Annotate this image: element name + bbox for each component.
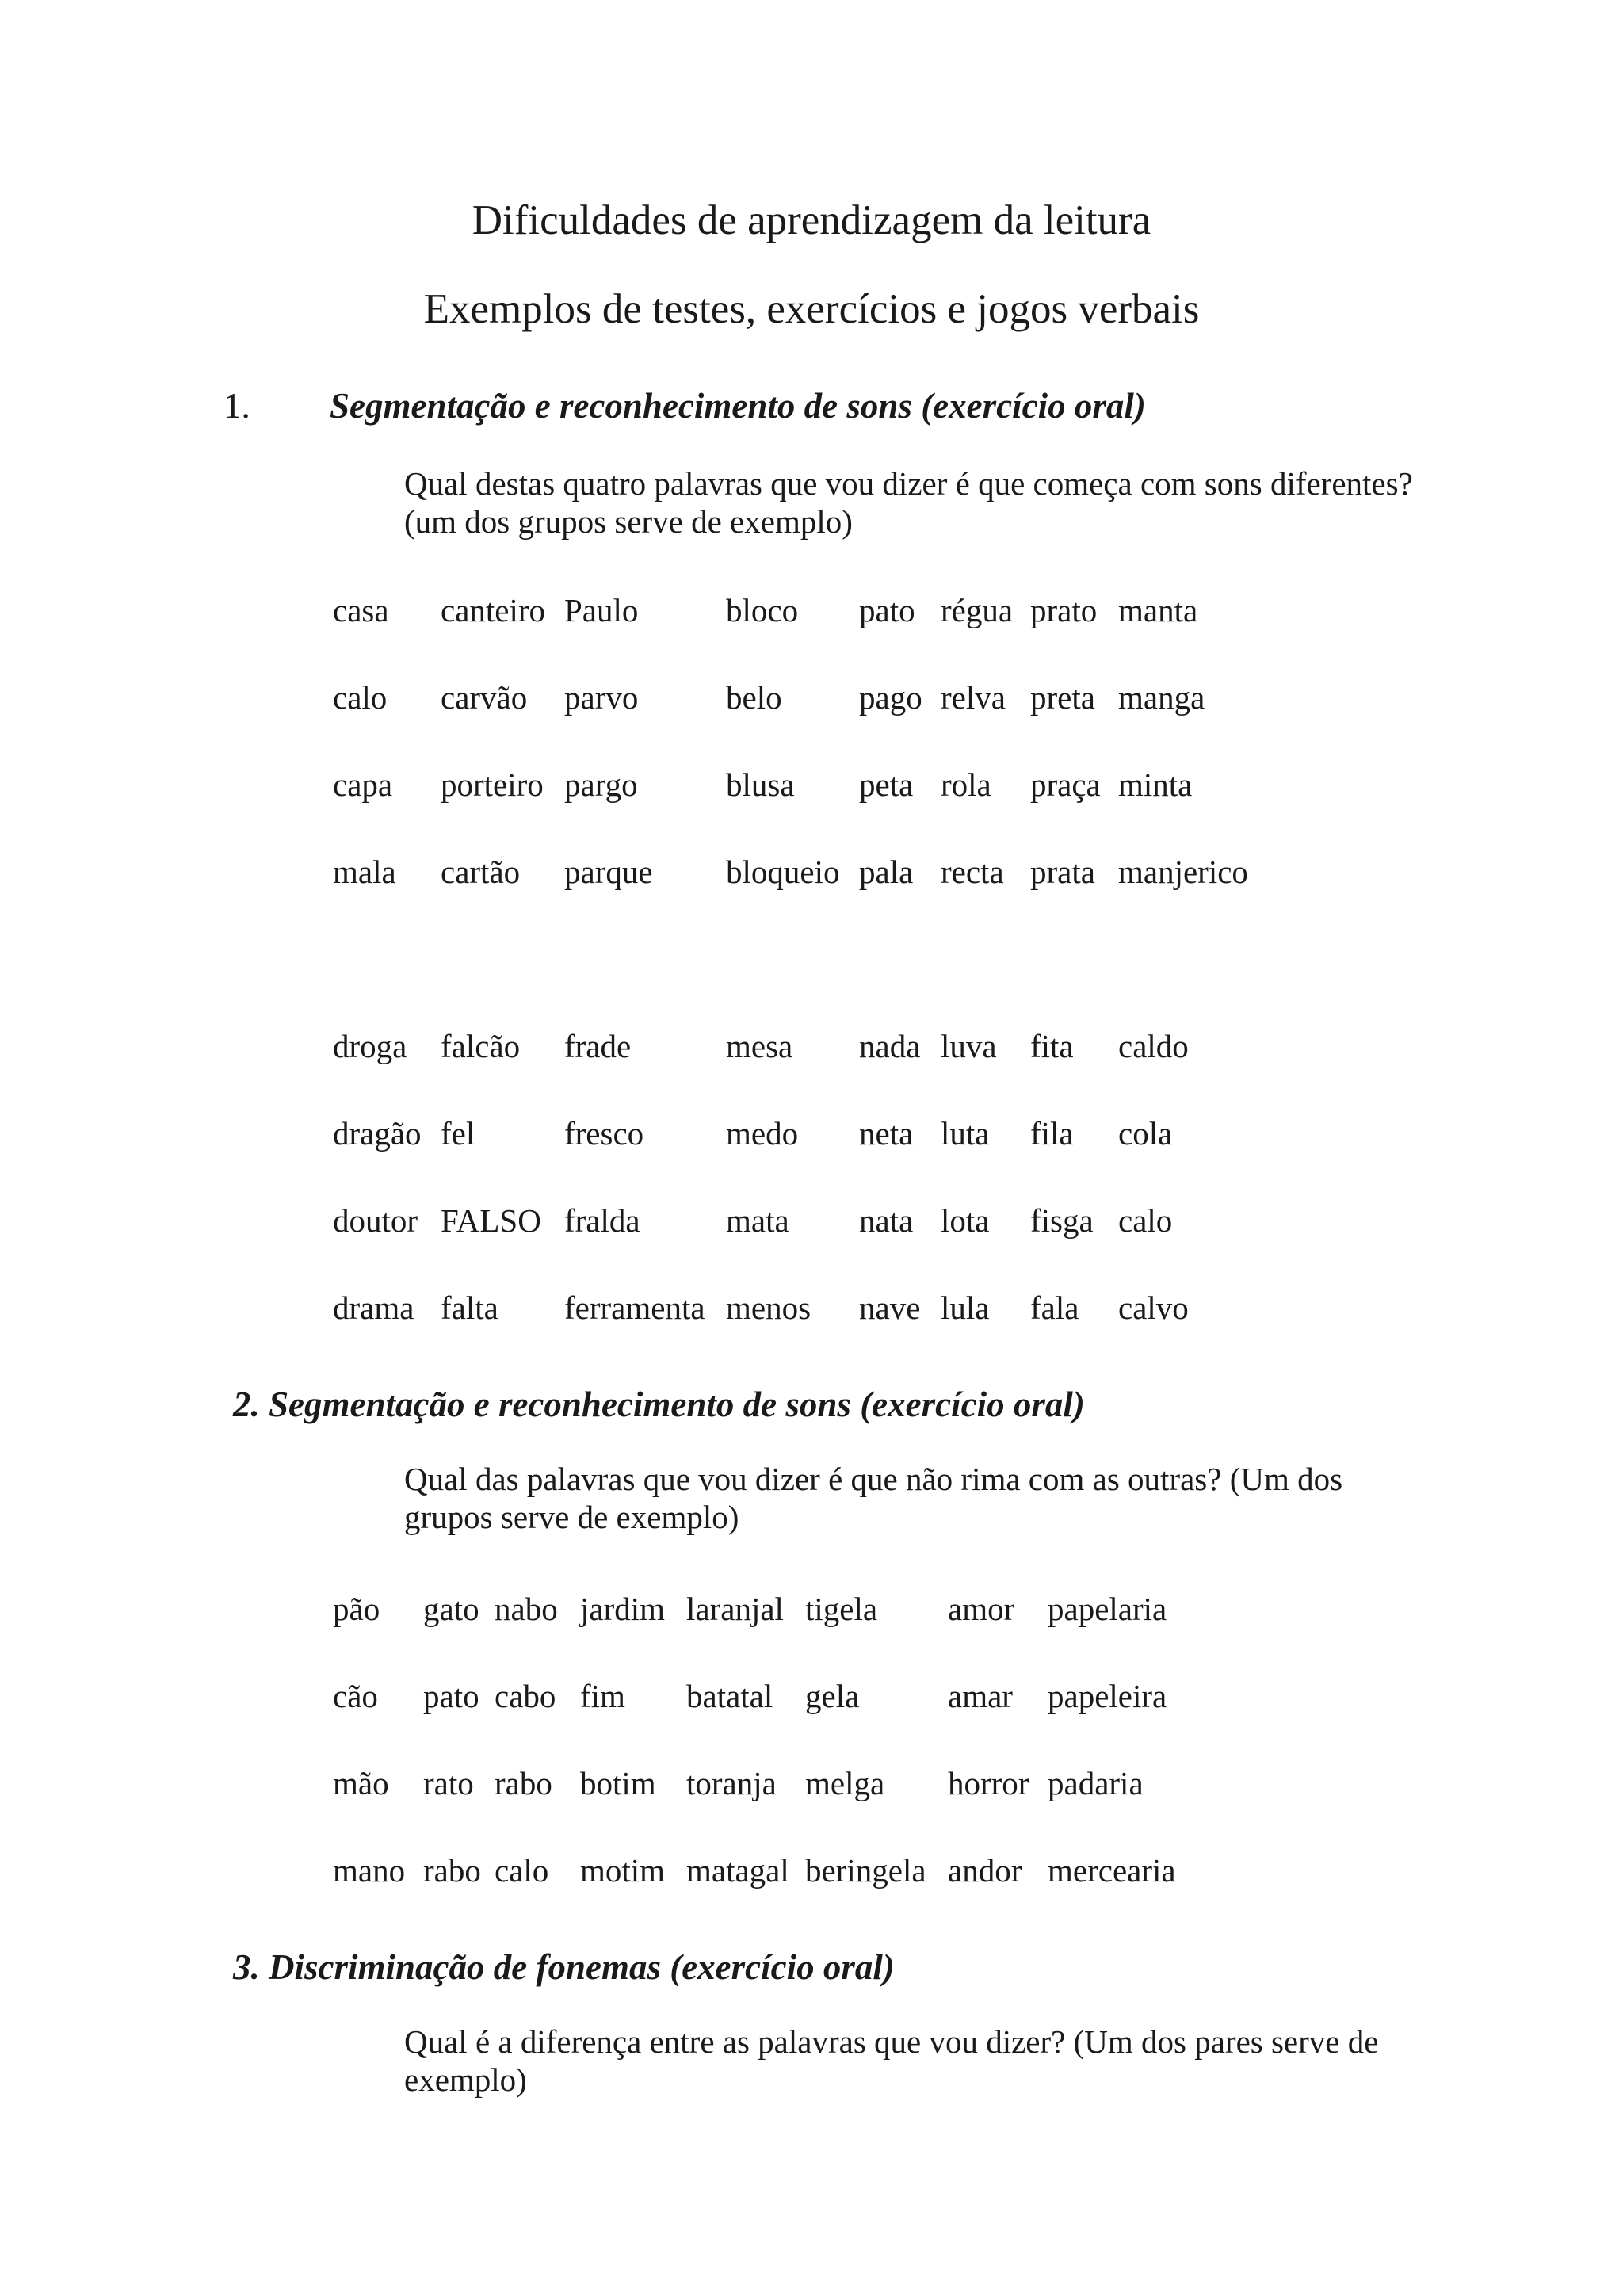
word-cell: cartão (441, 854, 521, 890)
word-cell: lota (941, 1202, 990, 1239)
word-cell: capa (333, 766, 393, 803)
section-1-title: Segmentação e reconhecimento de sons (exercício oral) (330, 386, 1146, 426)
word-cell: horror (948, 1765, 1029, 1801)
word-cell: gela (805, 1678, 860, 1714)
word-cell: manta (1118, 592, 1198, 628)
word-cell: pato (423, 1678, 479, 1714)
word-cell: pão (333, 1591, 380, 1627)
word-cell: falta (441, 1289, 498, 1326)
word-cell: beringela (805, 1852, 926, 1889)
word-cell: pato (859, 592, 915, 628)
word-cell: mão (333, 1765, 389, 1801)
word-cell: recta (941, 854, 1004, 890)
word-cell: toranja (686, 1765, 777, 1801)
word-cell: neta (859, 1115, 914, 1152)
word-cell: luta (941, 1115, 990, 1152)
word-cell: fralda (564, 1202, 640, 1239)
word-cell: lula (941, 1289, 990, 1326)
word-cell: rabo (495, 1765, 552, 1801)
word-cell: ferramenta (564, 1289, 705, 1326)
word-cell: medo (726, 1115, 799, 1152)
word-cell: canteiro (441, 592, 546, 628)
word-cell: pala (859, 854, 914, 890)
word-cell: doutor (333, 1202, 418, 1239)
document-title: Dificuldades de aprendizagem da leitura (472, 197, 1151, 243)
word-cell: cabo (495, 1678, 556, 1714)
word-cell: minta (1118, 766, 1193, 803)
word-cell: calo (333, 679, 388, 716)
word-cell: andor (948, 1852, 1022, 1889)
word-cell: cola (1118, 1115, 1173, 1152)
word-cell: melga (805, 1765, 885, 1801)
word-cell: praça (1030, 766, 1101, 803)
word-cell: fila (1030, 1115, 1074, 1152)
word-cell: porteiro (441, 766, 544, 803)
word-cell: manjerico (1118, 854, 1248, 890)
word-cell: batatal (686, 1678, 773, 1714)
word-cell: cão (333, 1678, 378, 1714)
word-cell: fresco (564, 1115, 644, 1152)
word-cell: rato (423, 1765, 474, 1801)
word-cell: botim (580, 1765, 656, 1801)
word-cell: fita (1030, 1028, 1074, 1064)
section-2-instruction: Qual das palavras que vou dizer é que não rima com as outras? (Um dos grupos serve de exemplo) (404, 1461, 1343, 1535)
section-1-instruction: Qual destas quatro palavras que vou dizer é que começa com sons diferentes? (um dos grupos serve de exemplo) (404, 465, 1413, 540)
word-cell: prato (1030, 592, 1098, 628)
word-cell: amar (948, 1678, 1013, 1714)
word-cell: falcão (441, 1028, 521, 1064)
word-cell: peta (859, 766, 914, 803)
word-cell: calvo (1118, 1289, 1189, 1326)
word-cell: prata (1030, 854, 1095, 890)
word-cell: mano (333, 1852, 406, 1889)
word-cell: frade (564, 1028, 632, 1064)
word-cell: pago (859, 679, 922, 716)
word-cell: fim (580, 1678, 625, 1714)
word-cell: papeleira (1048, 1678, 1167, 1714)
word-cell: manga (1118, 679, 1205, 716)
word-cell: amor (948, 1591, 1015, 1627)
word-cell: dragão (333, 1115, 422, 1152)
section-2-heading: 2. Segmentação e reconhecimento de sons (exercício oral) (233, 1385, 1085, 1424)
word-cell: Paulo (564, 592, 639, 628)
word-cell: laranjal (686, 1591, 784, 1627)
section-1-number: 1. (223, 386, 250, 426)
word-cell: rabo (423, 1852, 481, 1889)
word-cell: régua (941, 592, 1014, 628)
word-cell: calo (495, 1852, 549, 1889)
word-cell: fel (441, 1115, 475, 1152)
word-cell: preta (1030, 679, 1095, 716)
word-cell: gato (423, 1591, 479, 1627)
word-cell: relva (941, 679, 1006, 716)
word-cell: mercearia (1048, 1852, 1176, 1889)
document-subtitle: Exemplos de testes, exercícios e jogos verbais (423, 286, 1200, 332)
word-cell: blusa (726, 766, 795, 803)
word-cell: droga (333, 1028, 407, 1064)
word-cell: bloco (726, 592, 799, 628)
word-cell: carvão (441, 679, 528, 716)
word-cell: parvo (564, 679, 639, 716)
word-cell: mala (333, 854, 396, 890)
word-cell: menos (726, 1289, 812, 1326)
word-cell: mesa (726, 1028, 793, 1064)
word-cell: papelaria (1048, 1591, 1167, 1627)
word-cell: nabo (495, 1591, 558, 1627)
word-cell: nata (859, 1202, 914, 1239)
word-cell: nave (859, 1289, 921, 1326)
word-cell: jardim (580, 1591, 666, 1627)
section-3-instruction: Qual é a diferença entre as palavras que vou dizer? (Um dos pares serve de exemplo) (404, 2023, 1379, 2098)
word-cell: casa (333, 592, 389, 628)
word-cell: mata (726, 1202, 789, 1239)
word-cell: padaria (1048, 1765, 1144, 1801)
word-cell: tigela (805, 1591, 878, 1627)
word-cell: parque (564, 854, 653, 890)
word-cell: luva (941, 1028, 997, 1064)
word-cell: bloqueio (726, 854, 840, 890)
word-cell: fisga (1030, 1202, 1094, 1239)
word-cell: motim (580, 1852, 666, 1889)
word-cell: caldo (1118, 1028, 1189, 1064)
word-cell: rola (941, 766, 991, 803)
word-cell: nada (859, 1028, 921, 1064)
word-cell: drama (333, 1289, 414, 1326)
word-cell: belo (726, 679, 782, 716)
section-3-heading: 3. Discriminação de fonemas (exercício oral) (233, 1947, 895, 1987)
word-cell: fala (1030, 1289, 1079, 1326)
word-cell: matagal (686, 1852, 789, 1889)
word-cell: calo (1118, 1202, 1173, 1239)
word-cell: pargo (564, 766, 638, 803)
word-cell: FALSO (441, 1202, 541, 1239)
